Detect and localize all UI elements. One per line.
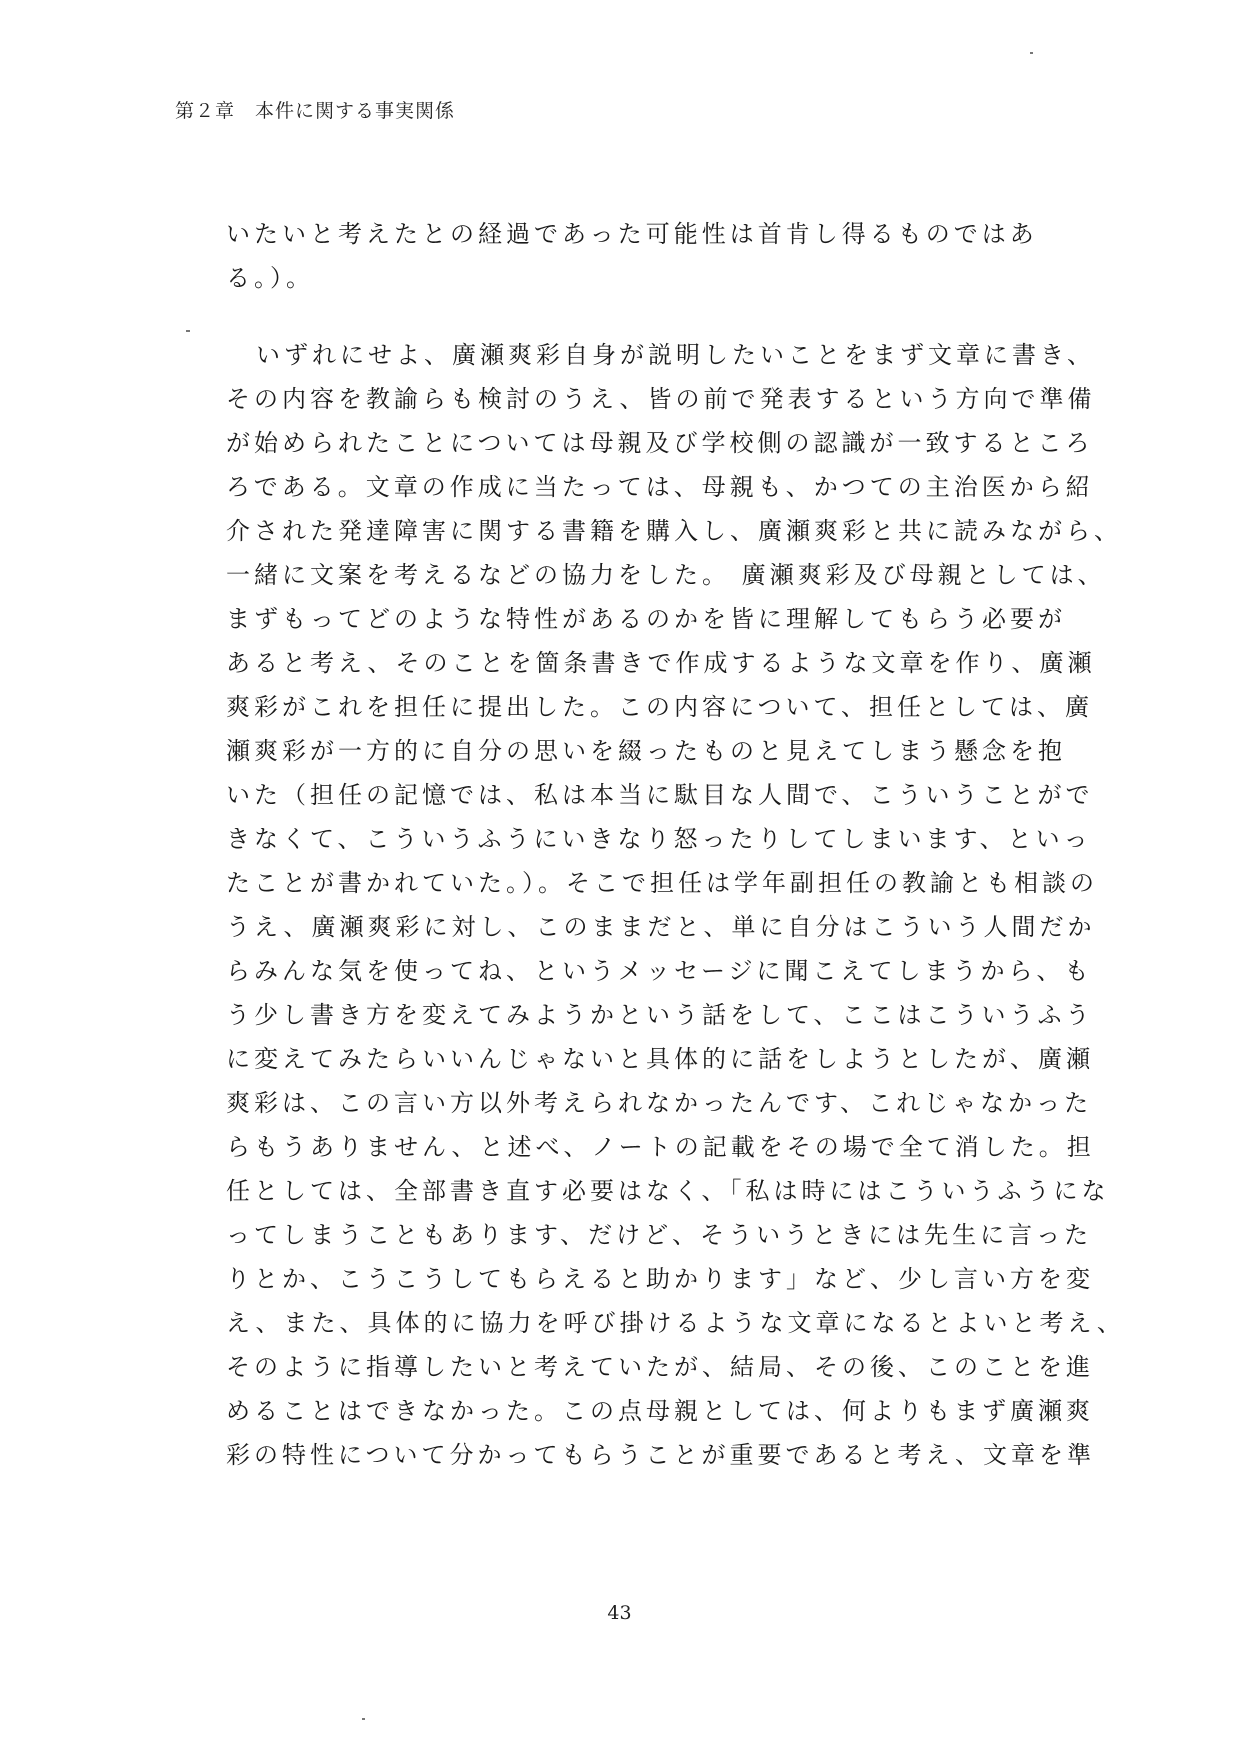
- text-line: らみんな気を使ってね、というメッセージに聞こえてしまうから、も: [226, 957, 1093, 985]
- text-line: らもうありません、と述べ、ノートの記載をその場で全て消した。担: [226, 1133, 1095, 1161]
- text-line: 介された発達障害に関する書籍を購入し、廣瀬爽彩と共に読みながら、: [226, 517, 1122, 545]
- text-line: 彩の特性について分かってもらうことが重要であると考え、文章を準: [226, 1441, 1095, 1469]
- text-line: 瀬爽彩が一方的に自分の思いを綴ったものと見えてしまう懸念を抱: [226, 737, 1066, 765]
- chapter-header: 第２章 本件に関する事実関係: [175, 100, 456, 122]
- text-line: たことが書かれていた。）。そこで担任は学年副担任の教諭とも相談の: [226, 869, 1098, 897]
- text-line: ろである。文章の作成に当たっては、母親も、かつての主治医から紹: [226, 473, 1094, 501]
- text-line: いた（担任の記憶では、私は本当に駄目な人間で、こういうことがで: [226, 781, 1094, 809]
- text-line: いたいと考えたとの経過であった可能性は首肯し得るものではあ: [226, 220, 1038, 248]
- text-line: が始められたことについては母親及び学校側の認識が一致するところ: [226, 429, 1094, 457]
- text-line: うえ、廣瀬爽彩に対し、このままだと、単に自分はこういう人間だか: [226, 913, 1096, 941]
- text-line: 爽彩は、この言い方以外考えられなかったんです、これじゃなかった: [226, 1089, 1093, 1117]
- text-line: ってしまうこともあります、だけど、そういうときには先生に言った: [226, 1221, 1093, 1249]
- text-line: 一緒に文案を考えるなどの協力をした。 廣瀬爽彩及び母親としては、: [226, 561, 1106, 589]
- text-line: まずもってどのような特性があるのかを皆に理解してもらう必要が: [226, 605, 1066, 633]
- text-line: う少し書き方を変えてみようかという話をして、ここはこういうふう: [226, 1001, 1094, 1029]
- text-line: その内容を教諭らも検討のうえ、皆の前で発表するという方向で準備: [226, 385, 1096, 413]
- text-line: いずれにせよ、廣瀬爽彩自身が説明したいことをまず文章に書き、: [256, 341, 1096, 369]
- text-line: りとか、こうこうしてもらえると助かります」など、少し言い方を変: [226, 1265, 1094, 1293]
- text-line: に変えてみたらいいんじゃないと具体的に話をしようとしたが、廣瀬: [226, 1045, 1094, 1073]
- text-line: あると考え、そのことを箇条書きで作成するような文章を作り、廣瀬: [226, 649, 1096, 677]
- page-number: 43: [607, 1602, 632, 1624]
- scan-speck: [186, 330, 190, 332]
- scan-speck: [1030, 52, 1033, 54]
- text-line: 任としては、全部書き直す必要はなく、「私は時にはこういうふうにな: [226, 1177, 1110, 1205]
- text-line: え、また、具体的に協力を呼び掛けるような文章になるとよいと考え、: [226, 1309, 1125, 1337]
- text-line: めることはできなかった。この点母親としては、何よりもまず廣瀬爽: [226, 1397, 1094, 1425]
- text-line: そのように指導したいと考えていたが、結局、その後、このことを進: [226, 1353, 1094, 1381]
- body-text: [226, 212, 1125, 1477]
- text-line: る。）。: [226, 264, 314, 292]
- scan-speck: [362, 1718, 365, 1720]
- text-line: 爽彩がこれを担任に提出した。この内容について、担任としては、廣: [226, 693, 1094, 721]
- text-line: きなくて、こういうふうにいきなり怒ったりしてしまいます、といっ: [226, 825, 1092, 853]
- paragraph-gap: [226, 300, 1066, 333]
